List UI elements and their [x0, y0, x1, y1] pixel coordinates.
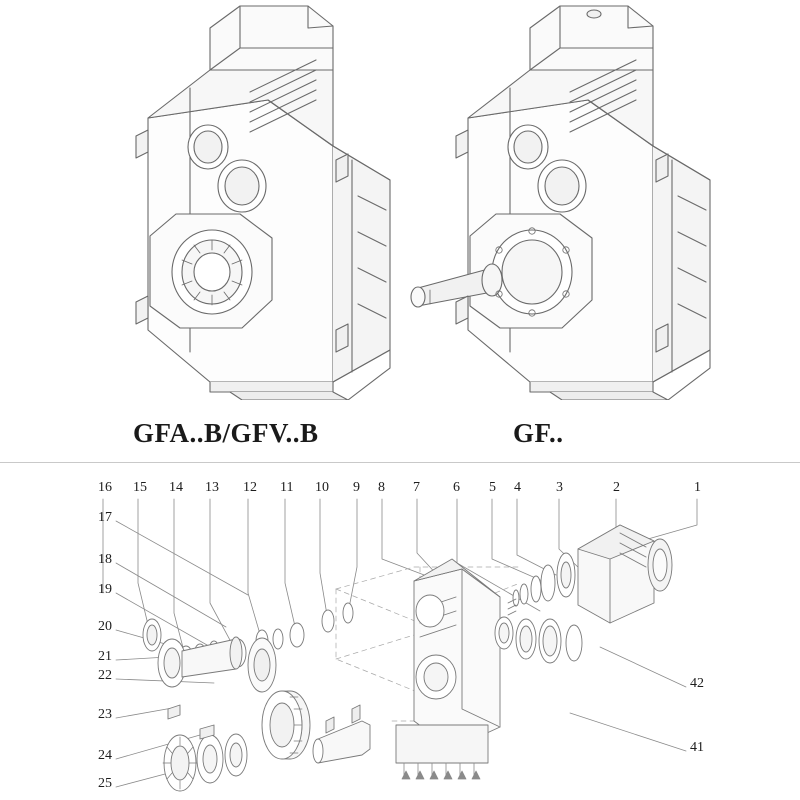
callout-13: 13: [205, 480, 219, 495]
caption-gearbox-left: GFA..B/GFV..B: [133, 418, 319, 448]
callout-19: 19: [98, 582, 112, 597]
callout-15: 15: [133, 480, 147, 495]
callout-22: 22: [98, 668, 112, 683]
gearbox-drawing-left: [90, 0, 410, 400]
callout-24: 24: [98, 748, 112, 763]
callout-25: 25: [98, 776, 112, 791]
callout-7: 7: [413, 480, 420, 495]
callout-11: 11: [280, 480, 294, 495]
callout-14: 14: [169, 480, 183, 495]
callout-42: 42: [690, 676, 704, 691]
callout-41: 41: [690, 740, 704, 755]
callout-9: 9: [353, 480, 360, 495]
callout-16: 16: [98, 480, 112, 495]
callout-3: 3: [556, 480, 563, 495]
callout-17: 17: [98, 510, 112, 525]
callout-20: 20: [98, 619, 112, 634]
callout-6: 6: [453, 480, 460, 495]
callout-4: 4: [514, 480, 521, 495]
callout-18: 18: [98, 552, 112, 567]
callout-1: 1: [694, 480, 701, 495]
callout-21: 21: [98, 649, 112, 664]
callout-10: 10: [315, 480, 329, 495]
callout-2: 2: [613, 480, 620, 495]
callout-5: 5: [489, 480, 496, 495]
exploded-view-section: [0, 463, 800, 800]
callout-8: 8: [378, 480, 385, 495]
gearbox-drawing-right: [400, 0, 730, 400]
callout-12: 12: [243, 480, 257, 495]
callout-23: 23: [98, 707, 112, 722]
caption-gearbox-right: GF..: [513, 418, 564, 448]
